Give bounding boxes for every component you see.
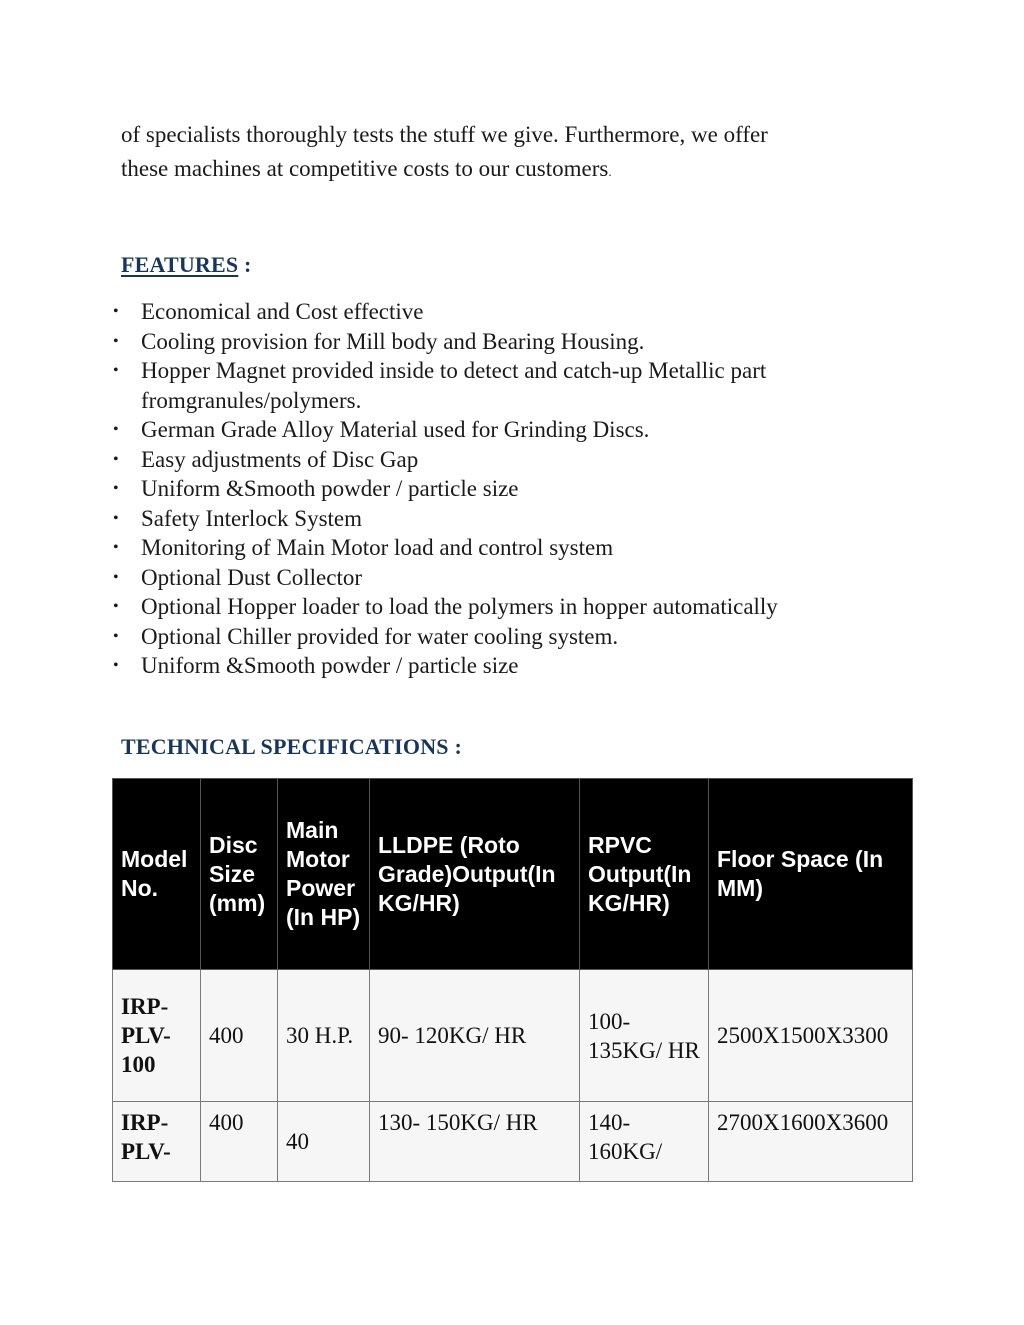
- cell-disc-size: 400: [201, 970, 278, 1102]
- table-header-row: [113, 779, 913, 970]
- feature-item: • German Grade Alloy Material used for Grinding Discs.: [141, 415, 921, 445]
- cell-model: IRP-PLV-100: [113, 970, 201, 1102]
- cell-rpvc-output: 140-160KG/: [580, 1102, 709, 1182]
- feature-item: • Safety Interlock System: [141, 504, 921, 534]
- table-row: [113, 1102, 913, 1182]
- column-header-motor-power: Main Motor Power (In HP): [278, 779, 370, 970]
- feature-item: • Economical and Cost effective: [141, 297, 921, 327]
- cell-model: IRP-PLV-: [113, 1102, 201, 1182]
- table-row: [113, 970, 913, 1102]
- intro-paragraph: [121, 118, 921, 189]
- column-header-disc-size: Disc Size (mm): [201, 779, 278, 970]
- intro-line-2: these machines at competitive costs to our customers: [121, 156, 609, 181]
- cell-rpvc-output: 100-135KG/ HR: [580, 970, 709, 1102]
- feature-item: • Cooling provision for Mill body and Bearing Housing.: [141, 327, 921, 357]
- features-list: [141, 297, 921, 681]
- cell-motor-power: 30 H.P.: [278, 970, 370, 1102]
- feature-item: • Uniform &Smooth powder / particle size: [141, 651, 921, 681]
- features-heading-colon: :: [238, 252, 252, 277]
- feature-item: • Optional Dust Collector: [141, 563, 921, 593]
- cell-motor-power: 40: [278, 1102, 370, 1182]
- feature-item: • Hopper Magnet provided inside to detect and catch-up Metallic part fromgranules/polymers.: [141, 356, 921, 415]
- cell-lldpe-output: 90- 120KG/ HR: [370, 970, 580, 1102]
- feature-item: • Easy adjustments of Disc Gap: [141, 445, 921, 475]
- feature-item: • Uniform &Smooth powder / particle size: [141, 474, 921, 504]
- intro-line-1: of specialists thoroughly tests the stuff we give. Furthermore, we offer: [121, 122, 768, 147]
- column-header-lldpe-output: LLDPE (Roto Grade)Output(In KG/HR): [370, 779, 580, 970]
- tech-specs-table: [112, 778, 913, 1182]
- feature-item: • Monitoring of Main Motor load and control system: [141, 533, 921, 563]
- features-heading-text: FEATURES: [121, 252, 239, 277]
- cell-lldpe-output: 130- 150KG/ HR: [370, 1102, 580, 1182]
- tech-specs-heading: TECHNICAL SPECIFICATIONS :: [121, 734, 462, 759]
- column-header-floor-space: Floor Space (In MM): [709, 779, 913, 970]
- column-header-model: Model No.: [113, 779, 201, 970]
- feature-item: • Optional Hopper loader to load the polymers in hopper automatically: [141, 592, 921, 622]
- cell-floor-space: 2500X1500X3300: [709, 970, 913, 1102]
- column-header-rpvc-output: RPVC Output(In KG/HR): [580, 779, 709, 970]
- intro-line-2-period: .: [608, 164, 612, 179]
- cell-disc-size: 400: [201, 1102, 278, 1182]
- feature-item: • Optional Chiller provided for water cooling system.: [141, 622, 921, 652]
- features-heading: [121, 252, 252, 278]
- cell-floor-space: 2700X1600X3600: [709, 1102, 913, 1182]
